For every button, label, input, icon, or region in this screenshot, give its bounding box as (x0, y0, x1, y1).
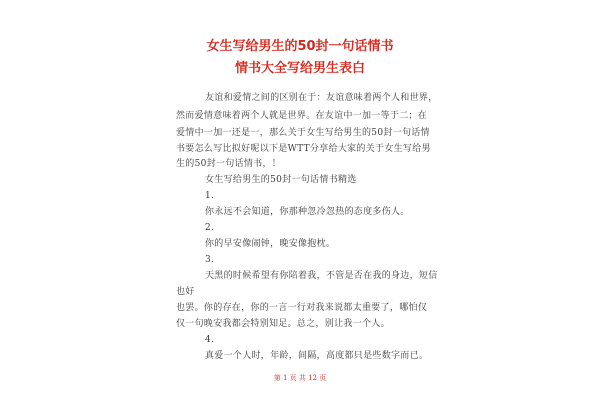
body-line: 真爱一个人时，年龄，间隔，高度都只是些数字而已。 (205, 351, 429, 361)
body-line: 仅一句晚安我都会特别知足。总之，别让我一个人。 (176, 319, 390, 329)
body-line: 你的早安像闹钟，晚安像抱枕。 (205, 239, 336, 249)
document-subtitle: 情书大全写给男生表白 (234, 61, 365, 76)
body-line: 生的50封一句话情书，！ (176, 159, 282, 169)
body-line: 你永远不会知道，你那种忽冷忽热的态度多伤人。 (205, 207, 410, 217)
list-number: 2. (205, 223, 215, 233)
document-title: 女生写给男生的50封一句话情书 (206, 39, 394, 54)
list-number: 4. (205, 335, 215, 345)
body-line: 也罢。你的存在，你的一言一行对我来说都太重要了，哪怕仅 (176, 303, 428, 313)
section-heading: 女生写给男生的50封一句话情书精选 (205, 175, 357, 185)
list-number: 1. (205, 191, 215, 201)
body-line: 书要怎么写比拟好呢以下是WTT分享给大家的关于女生写给男 (176, 144, 431, 154)
body-line: 天黑的时候希望有你陪着我，不管是否在我的身边，短信 (205, 271, 438, 281)
page-indicator: 第 1 页 共 12 页 (273, 374, 327, 382)
body-line: 也好 (176, 287, 195, 297)
body-line: 爱情中一加一还是一，那么关于女生写给男生的50封一句话情 (176, 128, 430, 138)
body-line: 友谊和爱情之间的区别在于：友谊意味着两个人和世界， (205, 93, 438, 103)
body-line: 然而爱情意味着两个人就是世界。在友谊中一加一等于二；在 (176, 111, 428, 121)
list-number: 3. (205, 255, 215, 265)
